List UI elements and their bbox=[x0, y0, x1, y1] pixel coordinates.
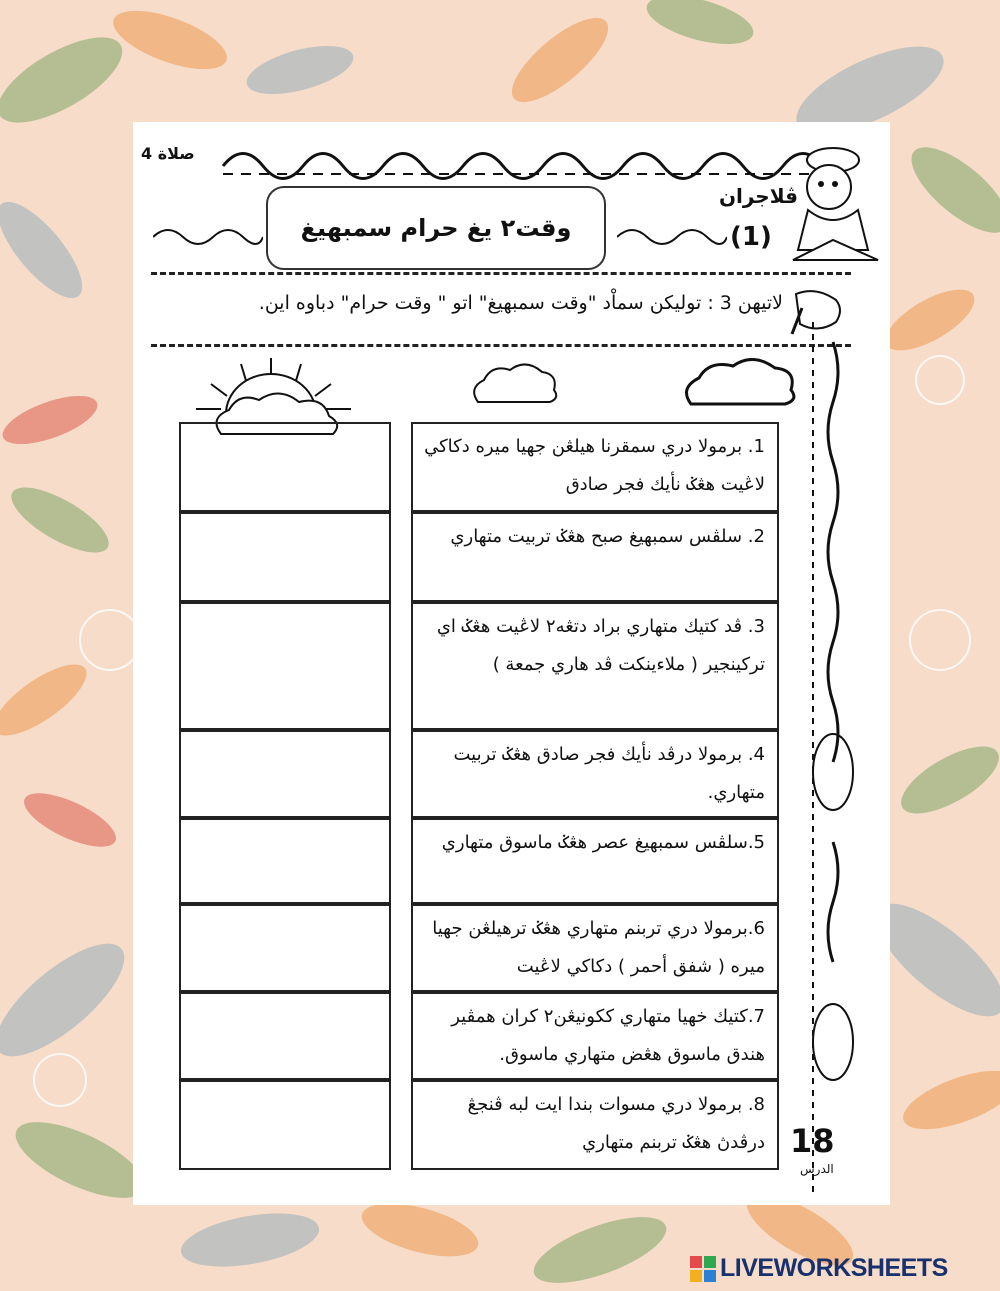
answer-input-3[interactable] bbox=[179, 602, 391, 730]
ornament-border-top bbox=[213, 136, 833, 186]
statement-8: 8. برمولا دري مسوات بندا ايت لبه ڤنجڠ درڤدڽ هڠݢ تربنم متهاري bbox=[411, 1080, 779, 1170]
brand-logo-icon bbox=[690, 1256, 716, 1282]
statement-1: 1. برمولا دري سمقرنا هيلڠن جهيا ميره دكاكي لاڠيت هڠݢ نأيك فجر صادق bbox=[411, 422, 779, 512]
answer-input-6[interactable] bbox=[179, 904, 391, 992]
divider-bottom bbox=[151, 344, 851, 347]
statement-5: 5.سلڤس سمبهيغ عصر هڠݢ ماسوق متهاري bbox=[411, 818, 779, 904]
statement-7: 7.كتيك خهيا متهاري ككونيڠن٢ كران همڤير هندق ماسوق هڠض متهاري ماسوق. bbox=[411, 992, 779, 1080]
page-title: وقت٢ يغ حرام سمبهيغ bbox=[266, 186, 606, 270]
answer-input-5[interactable] bbox=[179, 818, 391, 904]
boy-reading-icon bbox=[783, 132, 883, 272]
corner-label: صلاة 4 bbox=[141, 144, 195, 163]
subject-label: ڤلاجران bbox=[718, 184, 798, 208]
page-label: الدرس bbox=[800, 1162, 834, 1176]
statement-4: 4. برمولا درڤد نأيك فجر صادق هڠݢ تربيت متهاري. bbox=[411, 730, 779, 818]
answer-input-7[interactable] bbox=[179, 992, 391, 1080]
ornament-left bbox=[153, 222, 263, 252]
lesson-number: (1) bbox=[730, 222, 772, 252]
cloud-icon bbox=[468, 362, 558, 410]
divider-top bbox=[151, 272, 851, 275]
worksheet-page bbox=[133, 122, 890, 1205]
statement-6: 6.برمولا دري تربنم متهاري هڠݢ ترهيلڠن جهيا ميره ( شفق أحمر ) دكاكي لاڠيت bbox=[411, 904, 779, 992]
calligraphy-border bbox=[793, 322, 873, 1192]
statement-2: 2. سلڤس سمبهيغ صبح هڠݢ تربيت متهاري bbox=[411, 512, 779, 602]
instruction-text: لاتيهن 3 : توليكن سماْد "وقت سمبهيغ" اتو " وقت حرام" دباوه اين. bbox=[258, 292, 783, 314]
answer-input-2[interactable] bbox=[179, 512, 391, 602]
answer-input-8[interactable] bbox=[179, 1080, 391, 1170]
answer-input-1[interactable] bbox=[179, 422, 391, 512]
brand-footer bbox=[690, 1254, 948, 1283]
answer-input-4[interactable] bbox=[179, 730, 391, 818]
cloud-icon bbox=[681, 358, 799, 412]
brand-name: LIVEWORKSHEETS bbox=[720, 1254, 948, 1282]
ornament-right bbox=[617, 222, 727, 252]
page-number: 18 bbox=[790, 1122, 835, 1160]
statement-3: 3. ڤد كتيك متهاري براد دتڠه٢ لاڠيت هڠݢ اي تركينجير ( ملاءينكت ڤد هاري جمعة ) bbox=[411, 602, 779, 730]
